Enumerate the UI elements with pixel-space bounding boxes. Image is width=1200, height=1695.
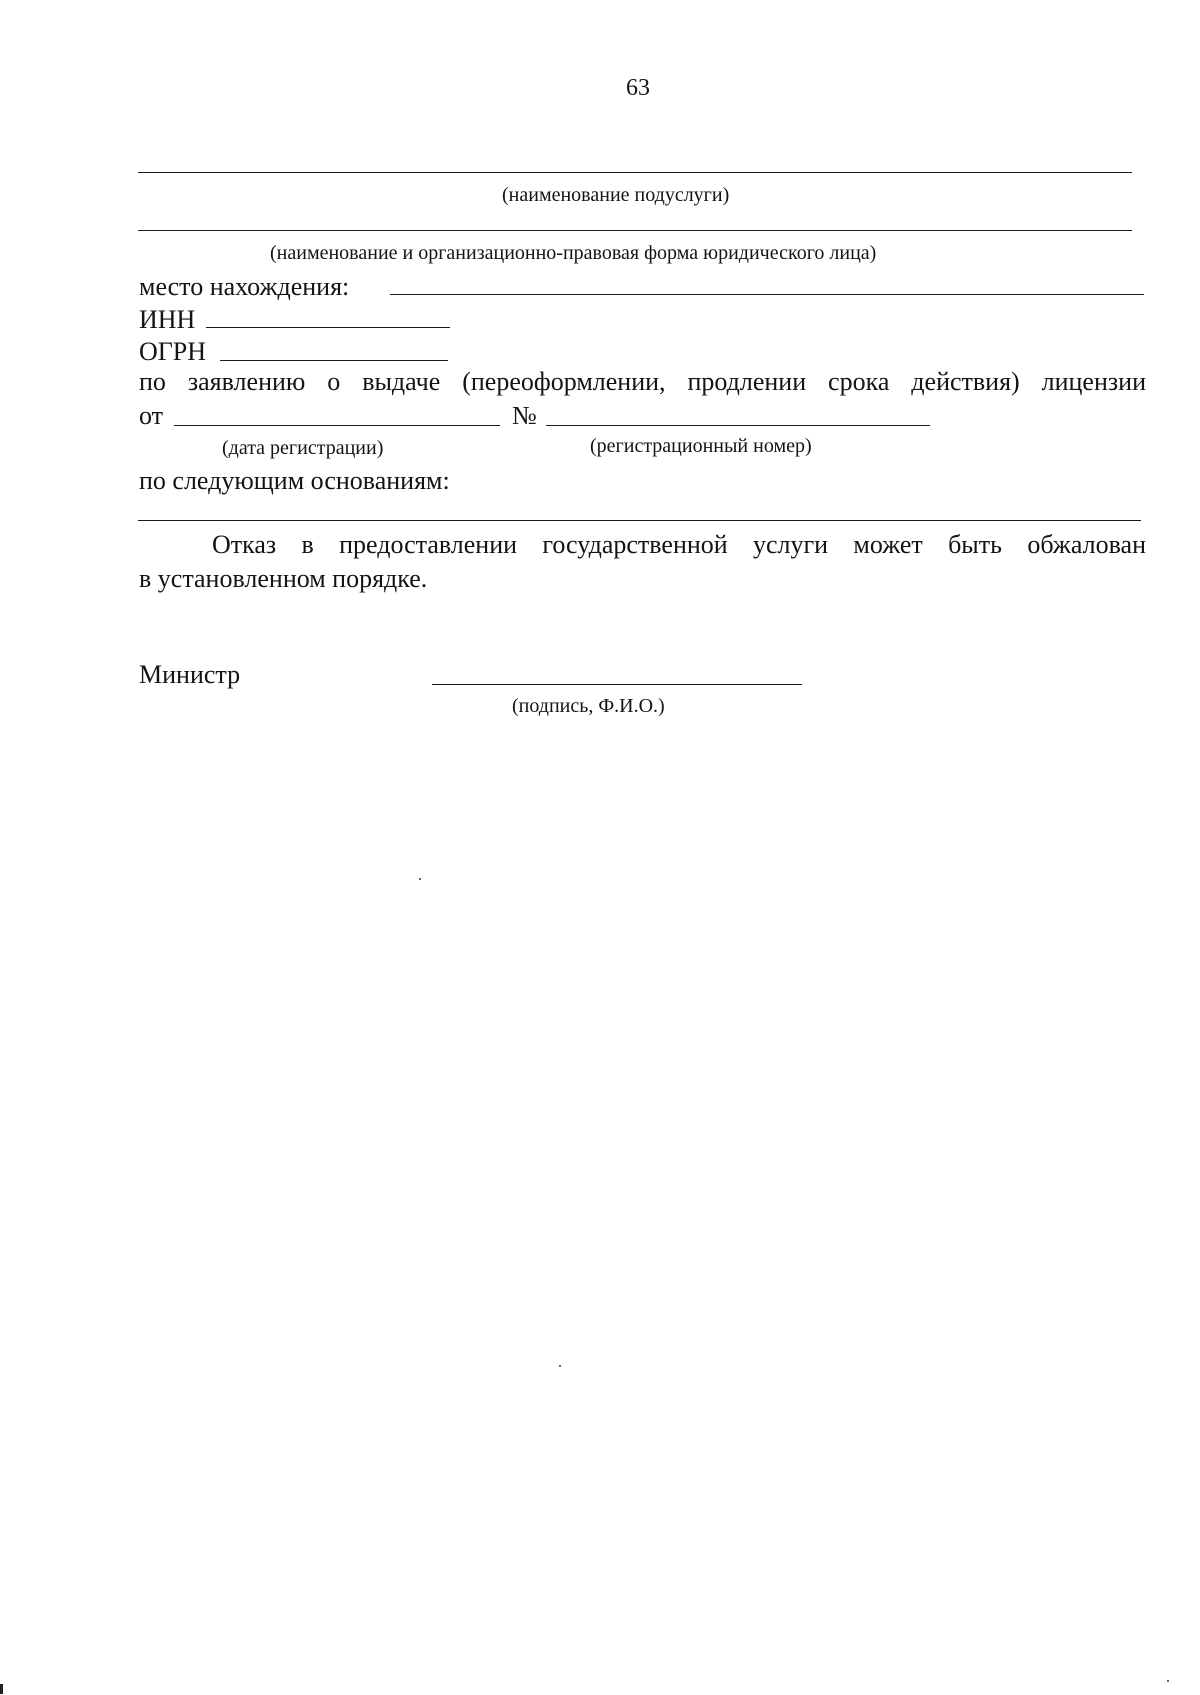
- registration-number-caption: (регистрационный номер): [590, 435, 812, 457]
- scan-speck: [1167, 1680, 1169, 1682]
- appeal-paragraph-line1: Отказ в предоставлении государственной услуги может быть обжалован: [212, 530, 1146, 559]
- ogrn-label: ОГРН: [139, 337, 207, 366]
- page-number: 63: [626, 75, 650, 101]
- signatory-title: Министр: [139, 660, 241, 689]
- inn-label: ИНН: [139, 305, 196, 334]
- signature-line[interactable]: [432, 684, 802, 685]
- inn-field-line[interactable]: [206, 327, 450, 328]
- scan-speck: [559, 1365, 561, 1367]
- registration-number-line[interactable]: [546, 425, 930, 426]
- appeal-paragraph-line2: в установленном порядке.: [139, 564, 428, 593]
- registration-date-caption: (дата регистрации): [222, 437, 384, 459]
- number-sign: №: [512, 401, 537, 430]
- legal-entity-name-caption: (наименование и организационно-правовая форма юридического лица): [270, 242, 877, 264]
- from-label: от: [139, 401, 164, 430]
- registration-date-line[interactable]: [174, 425, 500, 426]
- subservice-name-caption: (наименование подуслуги): [502, 184, 730, 206]
- location-field-line[interactable]: [390, 294, 1144, 295]
- grounds-field-line[interactable]: [138, 520, 1141, 521]
- signature-caption: (подпись, Ф.И.О.): [512, 695, 665, 717]
- legal-entity-name-line[interactable]: [138, 230, 1132, 231]
- subservice-name-line[interactable]: [138, 172, 1132, 173]
- application-line: по заявлению о выдаче (переоформлении, продлении срока действия) лицензии: [139, 367, 1146, 396]
- location-label: место нахождения:: [139, 272, 350, 301]
- ogrn-field-line[interactable]: [220, 360, 448, 361]
- scan-speck: [419, 878, 421, 880]
- scan-edge-mark: [0, 1684, 3, 1694]
- grounds-label: по следующим основаниям:: [139, 466, 450, 495]
